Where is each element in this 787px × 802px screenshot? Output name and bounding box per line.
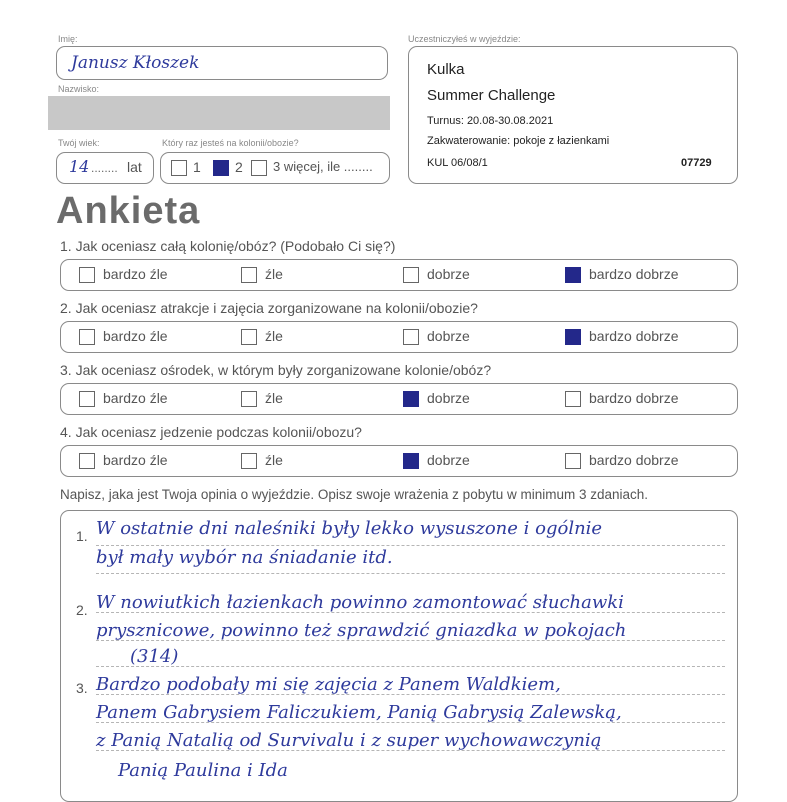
question-3-options — [60, 383, 738, 415]
q2-option-bardzo-zle-label: bardzo źle — [103, 328, 168, 344]
q3-option-bardzo-zle-label: bardzo źle — [103, 390, 168, 406]
q1-option-dobrze-label: dobrze — [427, 266, 470, 282]
trip-number: 07729 — [681, 157, 712, 169]
opinion-line-2: był mały wybór na śniadanie itd. — [96, 547, 393, 568]
q4-option-zle-checkbox[interactable] — [241, 453, 257, 469]
survey-title: Ankieta — [56, 190, 201, 232]
times-option-2-checkbox[interactable] — [213, 160, 229, 176]
times-field — [160, 152, 390, 184]
surname-redacted-field[interactable] — [48, 96, 390, 130]
question-4-options — [60, 445, 738, 477]
name-field[interactable] — [56, 46, 388, 80]
opinion-line-4: prysznicowe, powinno też sprawdzić gniazdka w pokojach — [96, 620, 627, 641]
q3-option-dobrze-label: dobrze — [427, 390, 470, 406]
times-option-2-label: 2 — [235, 159, 243, 175]
question-2-text: 2. Jak oceniasz atrakcje i zajęcia zorganizowane na kolonii/obozie? — [60, 300, 478, 316]
q4-option-bardzo-dobrze-label: bardzo dobrze — [589, 452, 679, 468]
q2-option-zle-label: źle — [265, 328, 283, 344]
q4-option-zle-label: źle — [265, 452, 283, 468]
q3-option-dobrze-checkbox[interactable] — [403, 391, 419, 407]
q1-option-bardzo-dobrze-checkbox[interactable] — [565, 267, 581, 283]
q1-option-bardzo-zle-label: bardzo źle — [103, 266, 168, 282]
q2-option-zle-checkbox[interactable] — [241, 329, 257, 345]
q4-option-bardzo-dobrze-checkbox[interactable] — [565, 453, 581, 469]
q2-option-bardzo-dobrze-label: bardzo dobrze — [589, 328, 679, 344]
q2-option-dobrze-checkbox[interactable] — [403, 329, 419, 345]
q1-option-zle-label: źle — [265, 266, 283, 282]
q3-option-bardzo-dobrze-checkbox[interactable] — [565, 391, 581, 407]
opinion-prompt: Napisz, jaka jest Twoja opinia o wyjeździe. Opisz swoje wrażenia z pobytu w minimum 3 zdaniach. — [60, 487, 649, 502]
q3-option-zle-label: źle — [265, 390, 283, 406]
opinion-number-3: 3. — [76, 680, 88, 696]
age-field[interactable] — [56, 152, 154, 184]
ruled-line — [96, 666, 725, 667]
q4-option-bardzo-zle-checkbox[interactable] — [79, 453, 95, 469]
q1-option-dobrze-checkbox[interactable] — [403, 267, 419, 283]
age-value: 14 — [69, 157, 90, 176]
question-1-text: 1. Jak oceniasz całą kolonię/obóz? (Podobało Ci się?) — [60, 238, 396, 254]
q2-option-dobrze-label: dobrze — [427, 328, 470, 344]
trip-accommodation: Zakwaterowanie: pokoje z łazienkami — [427, 135, 610, 147]
times-option-1-label: 1 — [193, 159, 201, 175]
q3-option-bardzo-dobrze-label: bardzo dobrze — [589, 390, 679, 406]
opinion-number-2: 2. — [76, 602, 88, 618]
opinion-line-1: W ostatnie dni naleśniki były lekko wysuszone i ogólnie — [96, 518, 603, 539]
question-1-options — [60, 259, 738, 291]
question-3-text: 3. Jak oceniasz ośrodek, w którym były zorganizowane kolonie/obóz? — [60, 362, 492, 378]
age-unit: lat — [127, 159, 142, 175]
name-label: Imię: — [58, 34, 78, 44]
q4-option-dobrze-checkbox[interactable] — [403, 453, 419, 469]
trip-program: Summer Challenge — [427, 87, 556, 104]
opinion-line-6: Bardzo podobały mi się zajęcia z Panem Waldkiem, — [96, 674, 561, 695]
ruled-line — [96, 573, 725, 574]
surname-label: Nazwisko: — [58, 84, 100, 94]
trip-turnus: Turnus: 20.08-30.08.2021 — [427, 115, 554, 127]
q1-option-bardzo-dobrze-label: bardzo dobrze — [589, 266, 679, 282]
name-value: Janusz Kłoszek — [71, 53, 200, 73]
age-label: Twój wiek: — [58, 138, 100, 148]
question-2-options — [60, 321, 738, 353]
ruled-line — [96, 545, 725, 546]
trip-name: Kulka — [427, 61, 465, 78]
q1-option-zle-checkbox[interactable] — [241, 267, 257, 283]
opinion-line-9: Panią Paulina i Ida — [118, 760, 288, 781]
trip-card — [408, 46, 738, 184]
question-4-text: 4. Jak oceniasz jedzenie podczas kolonii/obozu? — [60, 424, 362, 440]
q2-option-bardzo-zle-checkbox[interactable] — [79, 329, 95, 345]
times-label: Który raz jesteś na kolonii/obozie? — [162, 138, 299, 148]
q3-option-zle-checkbox[interactable] — [241, 391, 257, 407]
opinion-line-5: (314) — [130, 646, 179, 667]
trip-label: Uczestniczyłeś w wyjeździe: — [408, 34, 521, 44]
q3-option-bardzo-zle-checkbox[interactable] — [79, 391, 95, 407]
opinion-line-8: z Panią Natalią od Survivalu i z super wychowawczynią — [96, 730, 602, 751]
times-option-3-checkbox[interactable] — [251, 160, 267, 176]
q4-option-dobrze-label: dobrze — [427, 452, 470, 468]
times-option-3-label: 3 więcej, ile ........ — [273, 159, 373, 174]
q4-option-bardzo-zle-label: bardzo źle — [103, 452, 168, 468]
age-dots: ........ — [91, 161, 118, 175]
opinion-line-3: W nowiutkich łazienkach powinno zamontować słuchawki — [96, 592, 624, 613]
opinion-line-7: Panem Gabrysiem Faliczukiem, Panią Gabrysią Zalewską, — [96, 702, 622, 723]
times-option-1-checkbox[interactable] — [171, 160, 187, 176]
trip-code: KUL 06/08/1 — [427, 157, 488, 169]
q1-option-bardzo-zle-checkbox[interactable] — [79, 267, 95, 283]
opinion-number-1: 1. — [76, 528, 88, 544]
q2-option-bardzo-dobrze-checkbox[interactable] — [565, 329, 581, 345]
